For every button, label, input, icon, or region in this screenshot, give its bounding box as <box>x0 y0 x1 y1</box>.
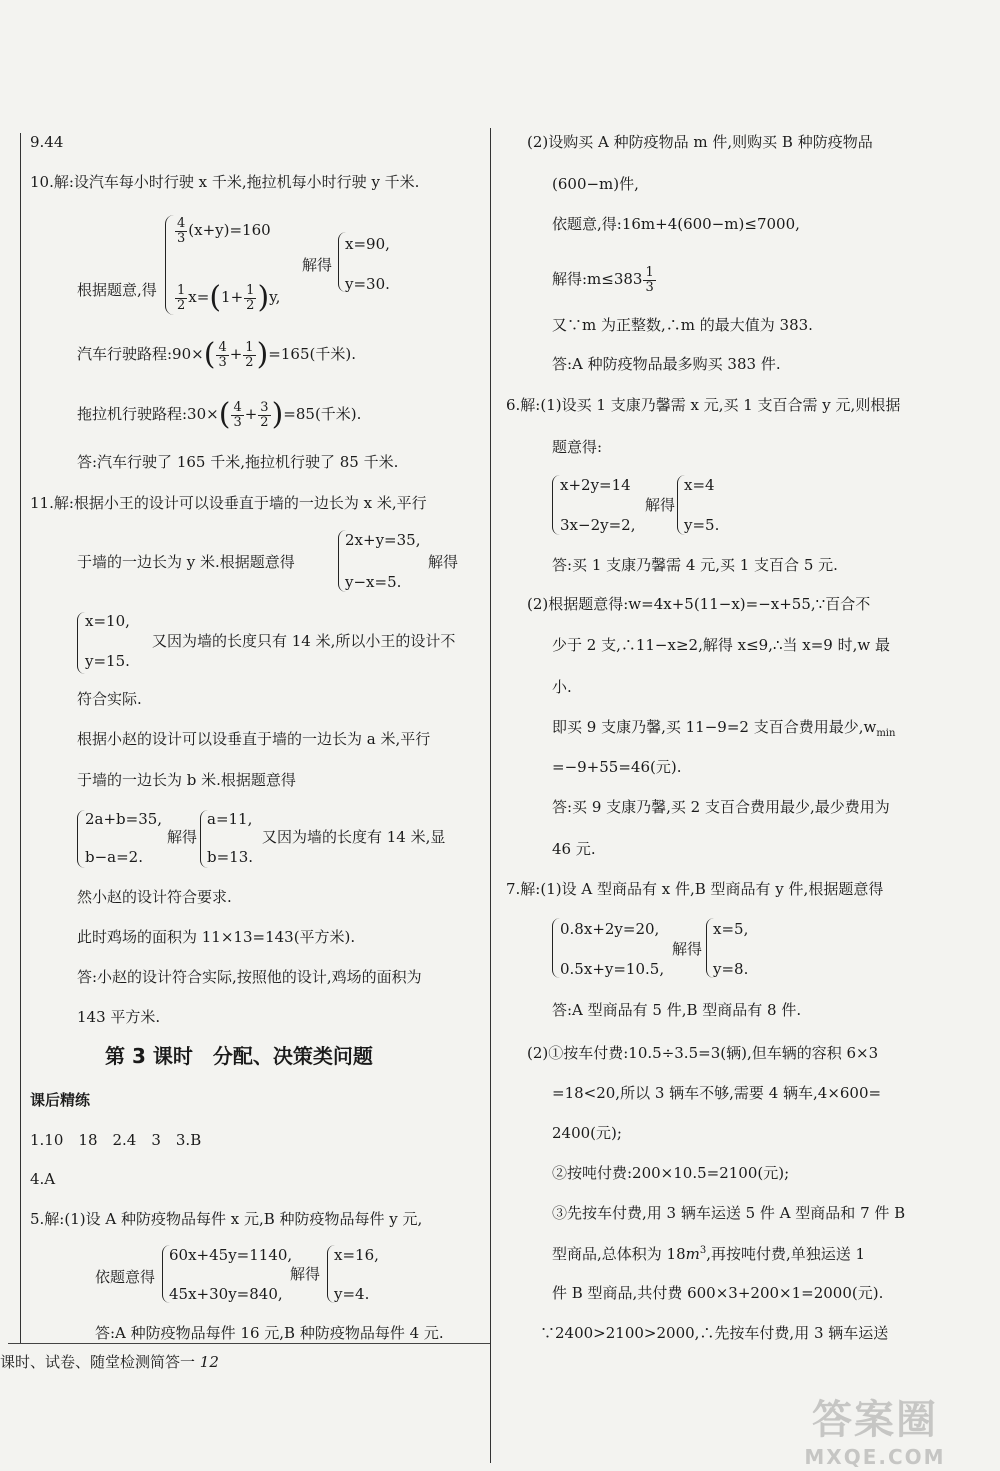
q11-zhao-text: 又因为墙的长度有 14 米,显 <box>262 828 446 846</box>
sub-title: 课后精练 <box>30 1091 91 1109</box>
right-line-14: 即买 9 支康乃馨,买 11−9=2 支百合费用最少$,w_{min}$ <box>552 718 896 739</box>
right-line-10: 答:买 1 支康乃馨需 4 元,买 1 支百合 5 元. <box>552 556 838 574</box>
q11-line-9: 答:小赵的设计符合实际,按照他的设计,鸡场的面积为 <box>77 968 422 986</box>
right-line-26: 型商品,总体积为 $18m^3$,再按吨付费,单独运送 1 <box>552 1245 866 1263</box>
right-line-24: ②按吨付费:200×10.5=2100(元); <box>552 1164 790 1182</box>
footer-rule <box>8 1343 490 1344</box>
q7-solve: 解得 <box>672 940 703 958</box>
q11-line-2: 于墙的一边长为 y 米.根据题意得 <box>77 553 295 571</box>
q5-answer: 答:A 种防疫物品每件 16 元,B 种防疫物品每件 4 元. <box>95 1324 444 1342</box>
q11-line-1: 11.解:根据小王的设计可以设垂直于墙的一边长为 x 米,平行 <box>30 494 427 512</box>
q5-prefix: 依题意得 <box>95 1268 156 1286</box>
q11-line-10: 143 平方米. <box>77 1008 161 1026</box>
right-line-28: ∵2400>2100>2000,∴先按车付费,用 3 辆车运送 <box>540 1324 889 1342</box>
right-line-2: (600−m)件, <box>552 175 639 193</box>
q11-zhao-res2: b=13. <box>207 848 254 866</box>
right-line-17: 46 元. <box>552 840 596 858</box>
watermark <box>775 1388 975 1469</box>
q7-res2: y=8. <box>713 960 749 978</box>
right-line-5: 又∵m 为正整数,∴m 的最大值为 383. <box>552 316 813 334</box>
q10-solve-label: 解得 <box>302 256 333 274</box>
right-line-7: 6.解:(1)设买 1 支康乃馨需 x 元,买 1 支百合需 y 元,则根据 <box>506 396 901 414</box>
right-line-21: (2)①按车付费:10.5÷3.5=3(辆),但车辆的容积 6×3 <box>527 1044 879 1062</box>
q5-res1: x=16, <box>334 1246 379 1264</box>
q5-eq2: 45x+30y=840, <box>169 1285 283 1303</box>
q11-res2: y=15. <box>85 652 130 670</box>
q11-eq2: y−x=5. <box>345 573 402 591</box>
right-line-23: 2400(元); <box>552 1124 622 1142</box>
q7-brace <box>552 918 560 978</box>
q5-solve: 解得 <box>290 1265 321 1283</box>
q6-brace <box>552 475 560 535</box>
right-line-16: 答:买 9 支康乃馨,买 2 支百合费用最少,最少费用为 <box>552 798 890 816</box>
q11-zhao-brace <box>77 810 85 868</box>
q11-solve-label: 解得 <box>428 553 459 571</box>
q5-eq1: 60x+45y=1140, <box>169 1246 293 1264</box>
q11-line-4: 符合实际. <box>77 690 142 708</box>
right-line-27: 件 B 型商品,共付费 600×3+200×1=2000(元). <box>552 1284 884 1302</box>
q11-zhao-res1: a=11, <box>207 810 253 828</box>
q11-line-5: 根据小赵的设计可以设垂直于墙的一边长为 a 米,平行 <box>77 730 431 748</box>
q10-eq1: $\frac{4}{3}$ (x+y)=160 <box>177 216 271 246</box>
watermark-logo: 答案圈 <box>812 1397 938 1443</box>
q7-eq1: 0.8x+2y=20, <box>560 920 660 938</box>
q11-eq1: 2x+y=35, <box>345 531 421 549</box>
column-divider <box>490 128 491 1463</box>
right-line-12: 少于 2 支,∴11−x≥2,解得 x≤9,∴当 x=9 时,w 最 <box>552 636 890 654</box>
q6-eq1: x+2y=14 <box>560 476 631 494</box>
q10-answer: 答:汽车行驶了 165 千米,拖拉机行驶了 85 千米. <box>77 453 399 471</box>
q10-prefix: 根据题意,得 <box>77 281 157 299</box>
q10-res2: y=30. <box>345 275 390 293</box>
page-number: 12 <box>199 1353 219 1371</box>
left-margin-rule <box>20 133 21 1343</box>
q11-zhao-eq1: 2a+b=35, <box>85 810 163 828</box>
right-line-22: =18<20,所以 3 辆车不够,需要 4 辆车,4×600= <box>552 1084 882 1102</box>
watermark-url: MXQE.COM <box>804 1445 946 1469</box>
right-line-11: (2)根据题意得:w=4x+5(11−x)=−x+55,∵百合不 <box>527 595 871 613</box>
left-line-1: 9.44 <box>30 133 64 151</box>
section-title: 第 3 课时 分配、决策类问题 <box>105 1044 373 1068</box>
q7-eq2: 0.5x+y=10.5, <box>560 960 665 978</box>
q6-solve: 解得 <box>645 496 676 514</box>
right-line-15: =−9+55=46(元). <box>552 758 682 776</box>
right-line-25: ③先按车付费,用 3 辆车运送 5 件 A 型商品和 7 件 B <box>552 1204 906 1222</box>
right-line-1: (2)设购买 A 种防疫物品 m 件,则购买 B 种防疫物品 <box>527 133 873 151</box>
q10-eq2: $\frac{1}{2}$ x=(1+ $\frac{1}{2}$ )y, <box>177 280 281 315</box>
q11-line-3: 又因为墙的长度只有 14 米,所以小王的设计不 <box>152 632 456 650</box>
q11-result-brace <box>77 612 85 674</box>
q10-res1: x=90, <box>345 235 390 253</box>
q11-line-6: 于墙的一边长为 b 米.根据题意得 <box>77 771 296 789</box>
right-line-18: 7.解:(1)设 A 型商品有 x 件,B 型商品有 y 件,根据题意得 <box>506 880 884 898</box>
q11-line-8: 此时鸡场的面积为 11×13=143(平方米). <box>77 928 356 946</box>
q5-line-1: 5.解:(1)设 A 种防疫物品每件 x 元,B 种防疫物品每件 y 元, <box>30 1210 423 1228</box>
right-line-6: 答:A 种防疫物品最多购买 383 件. <box>552 355 781 373</box>
q10-tractor-distance: 拖拉机行驶路程:30×( $\frac{4}{3}$ + $\frac{3}{2}$ )=85(千米). <box>77 397 362 432</box>
q11-zhao-solve: 解得 <box>167 828 198 846</box>
left-line-2: 10.解:设汽车每小时行驶 x 千米,拖拉机每小时行驶 y 千米. <box>30 173 420 191</box>
q6-res2: y=5. <box>684 516 720 534</box>
answers-line-2: 4.A <box>30 1170 56 1188</box>
right-line-3: 依题意,得:16m+4(600−m)≤7000, <box>552 215 800 233</box>
q11-res1: x=10, <box>85 612 130 630</box>
right-line-13: 小. <box>552 678 572 696</box>
footer-text: 课时、试卷、随堂检测简答一 12 <box>0 1353 219 1371</box>
q11-zhao-eq2: b−a=2. <box>85 848 143 866</box>
q10-brace <box>165 215 174 315</box>
q11-line-7: 然小赵的设计符合要求. <box>77 888 232 906</box>
answers-line-1: 1.10 18 2.4 3 3.B <box>30 1131 202 1149</box>
q5-res2: y=4. <box>334 1285 370 1303</box>
q7-res1: x=5, <box>713 920 749 938</box>
right-line-20: 答:A 型商品有 5 件,B 型商品有 8 件. <box>552 1001 802 1019</box>
q10-car-distance: 汽车行驶路程:90×( $\frac{4}{3}$ + $\frac{1}{2}$ )=165(千米). <box>77 337 356 372</box>
right-line-8: 题意得: <box>552 438 603 456</box>
right-line-4: 解得:m≤383 $\frac{1}{3}$ <box>552 265 654 295</box>
q6-eq2: 3x−2y=2, <box>560 516 636 534</box>
q6-res1: x=4 <box>684 476 715 494</box>
